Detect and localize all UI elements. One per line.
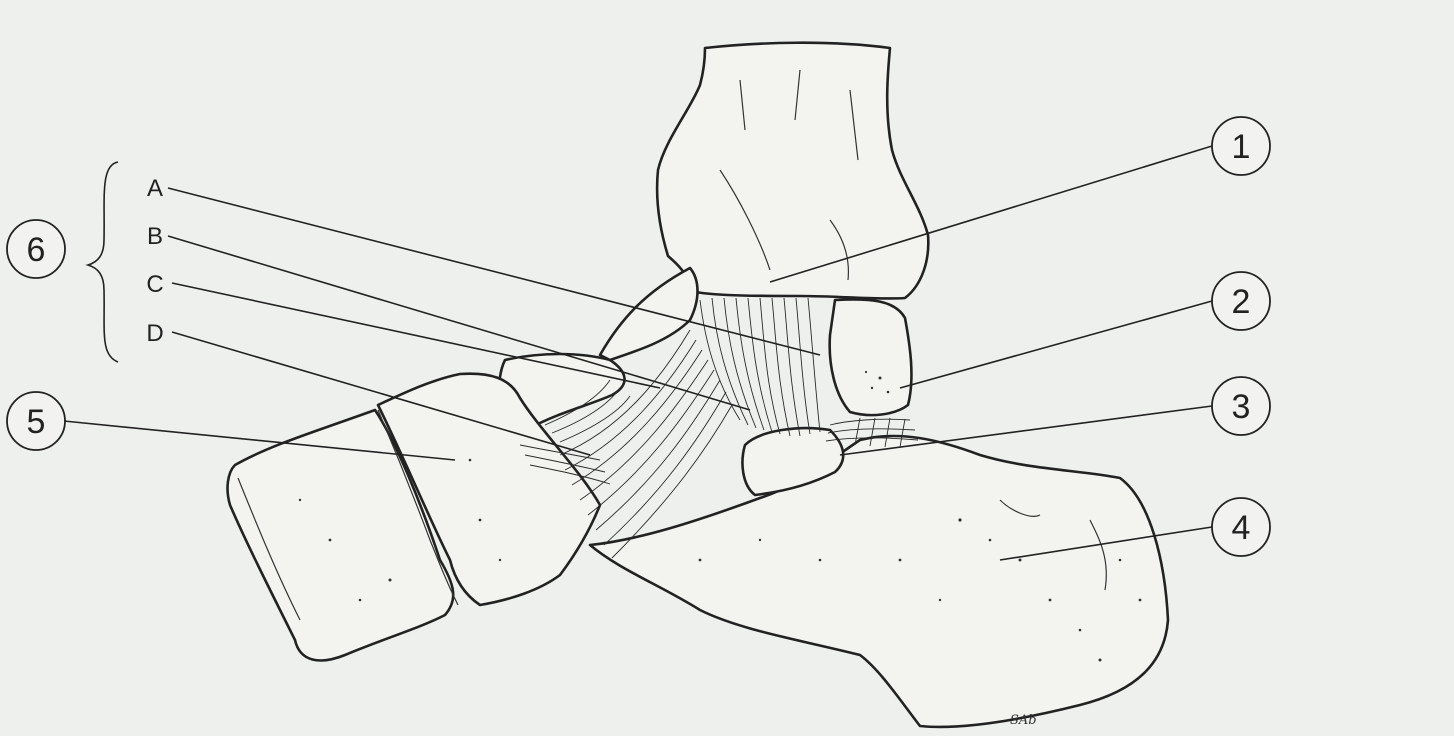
calcaneus-bone: [590, 436, 1168, 727]
letter-c: C: [146, 271, 164, 298]
artist-signature: SAb: [1010, 713, 1037, 728]
talus-neck: [600, 268, 698, 360]
fibula-bone: [657, 43, 928, 299]
callout-3: [1212, 377, 1270, 435]
leader-3: [840, 406, 1212, 455]
callout-5-label: 5: [26, 403, 46, 441]
callout-2: [1212, 272, 1270, 330]
callout-5: [7, 392, 65, 450]
callout-6: [7, 220, 65, 278]
leader-c: [172, 283, 660, 388]
callout-6-label: 6: [26, 231, 46, 269]
leader-2: [900, 301, 1212, 388]
callout-2-label: 2: [1231, 283, 1251, 321]
callout-4-label: 4: [1231, 509, 1251, 547]
letter-b: B: [146, 223, 164, 250]
callout-3-label: 3: [1231, 388, 1251, 426]
lateral-malleolus: [830, 299, 912, 415]
callout-1-label: 1: [1231, 128, 1251, 166]
callout-4: [1212, 498, 1270, 556]
letter-d: D: [146, 320, 164, 347]
callout-1: [1212, 117, 1270, 175]
letter-a: A: [146, 175, 164, 202]
group-bracket: [88, 162, 118, 362]
